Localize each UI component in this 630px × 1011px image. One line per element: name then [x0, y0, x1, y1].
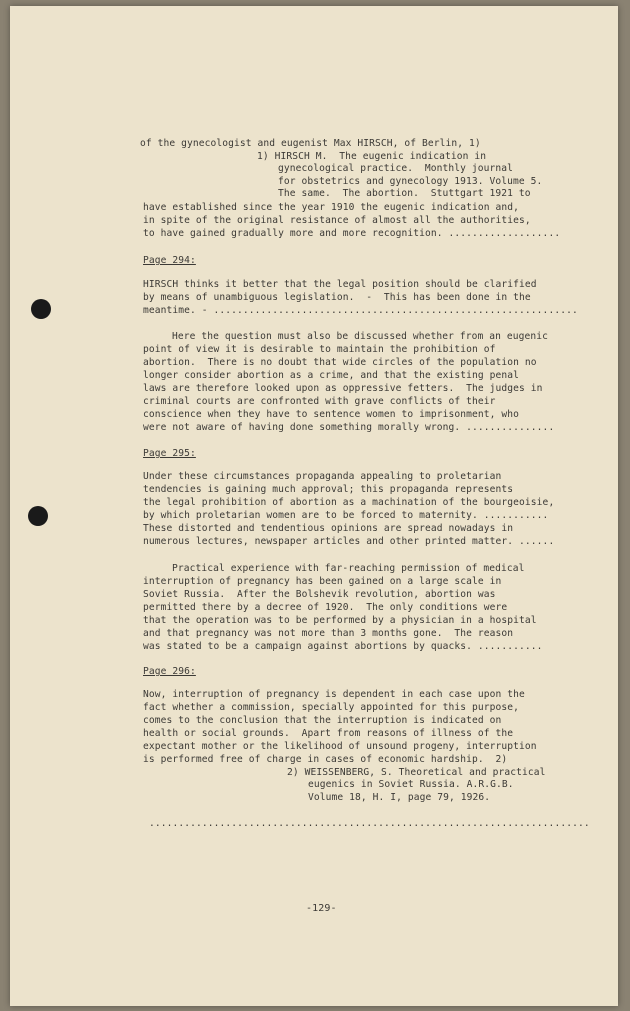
text-line: Soviet Russia. After the Bolshevik revolution, abortion was — [143, 589, 496, 600]
page-number: -129- — [306, 903, 337, 914]
text-line: health or social grounds. Apart from reasons of illness of the — [143, 728, 514, 739]
text-line: permitted there by a decree of 1920. The only conditions were — [143, 602, 508, 613]
separator-dots: ........................................................................... — [149, 818, 590, 829]
page-heading: Page 296: — [143, 666, 196, 677]
document-page — [10, 6, 618, 1006]
footnote-line: 1) HIRSCH M. The eugenic indication in — [257, 151, 487, 162]
text-line: numerous lectures, newspaper articles and other printed matter. ...... — [143, 536, 555, 547]
text-line: conscience when they have to sentence women to imprisonment, who — [143, 409, 520, 420]
text-line: abortion. There is no doubt that wide circles of the population no — [143, 357, 537, 368]
text-line: the legal prohibition of abortion as a machination of the bourgeoisie, — [143, 497, 555, 508]
text-line: to have gained gradually more and more recognition. ................... — [143, 228, 561, 239]
text-line: expectant mother or the likelihood of unsound progeny, interruption — [143, 741, 537, 752]
text-line: was stated to be a campaign against abortions by quacks. ........... — [143, 641, 543, 652]
text-line: in spite of the original resistance of almost all the authorities, — [143, 215, 531, 226]
text-line: criminal courts are confronted with grave conflicts of their — [143, 396, 496, 407]
text-line: Practical experience with far-reaching permission of medical — [172, 563, 525, 574]
text-line: longer consider abortion as a crime, and that the existing penal — [143, 370, 520, 381]
text-line: These distorted and tendentious opinions are spread nowadays in — [143, 523, 514, 534]
text-line: Here the question must also be discussed whether from an eugenic — [172, 331, 549, 342]
text-line: comes to the conclusion that the interruption is indicated on — [143, 715, 502, 726]
text-line: Now, interruption of pregnancy is dependent in each case upon the — [143, 689, 525, 700]
footnote-line: for obstetrics and gynecology 1913. Volume 5. — [278, 176, 543, 187]
footnote-line: eugenics in Soviet Russia. A.R.G.B. — [308, 779, 514, 790]
footnote-line: The same. The abortion. Stuttgart 1921 to — [278, 188, 531, 199]
text-line: and that pregnancy was not more than 3 months gone. The reason — [143, 628, 514, 639]
footnote-line: Volume 18, H. I, page 79, 1926. — [308, 792, 491, 803]
page-heading: Page 294: — [143, 255, 196, 266]
text-line: of the gynecologist and eugenist Max HIRSCH, of Berlin, 1) — [140, 138, 481, 149]
page-heading: Page 295: — [143, 448, 196, 459]
text-line: interruption of pregnancy has been gained on a large scale in — [143, 576, 502, 587]
text-line: have established since the year 1910 the eugenic indication and, — [143, 202, 520, 213]
punch-hole-top — [31, 299, 51, 319]
text-line: HIRSCH thinks it better that the legal position should be clarified — [143, 279, 537, 290]
punch-hole-bottom — [28, 506, 48, 526]
text-line: fact whether a commission, specially appointed for this purpose, — [143, 702, 520, 713]
footnote-line: 2) WEISSENBERG, S. Theoretical and practical — [287, 767, 546, 778]
text-line: by which proletarian women are to be forced to maternity. ........... — [143, 510, 549, 521]
text-line: were not aware of having done something morally wrong. ............... — [143, 422, 555, 433]
text-line: that the operation was to be performed by a physician in a hospital — [143, 615, 537, 626]
text-line: laws are therefore looked upon as oppressive fetters. The judges in — [143, 383, 543, 394]
text-line: tendencies is gaining much approval; this propaganda represents — [143, 484, 514, 495]
text-line: Under these circumstances propaganda appealing to proletarian — [143, 471, 502, 482]
text-line: meantime. - .............................................................. — [143, 305, 578, 316]
text-line: by means of unambiguous legislation. - This has been done in the — [143, 292, 531, 303]
footnote-line: gynecological practice. Monthly journal — [278, 163, 514, 174]
text-line: point of view it is desirable to maintain the prohibition of — [143, 344, 496, 355]
text-line: is performed free of charge in cases of economic hardship. 2) — [143, 754, 508, 765]
